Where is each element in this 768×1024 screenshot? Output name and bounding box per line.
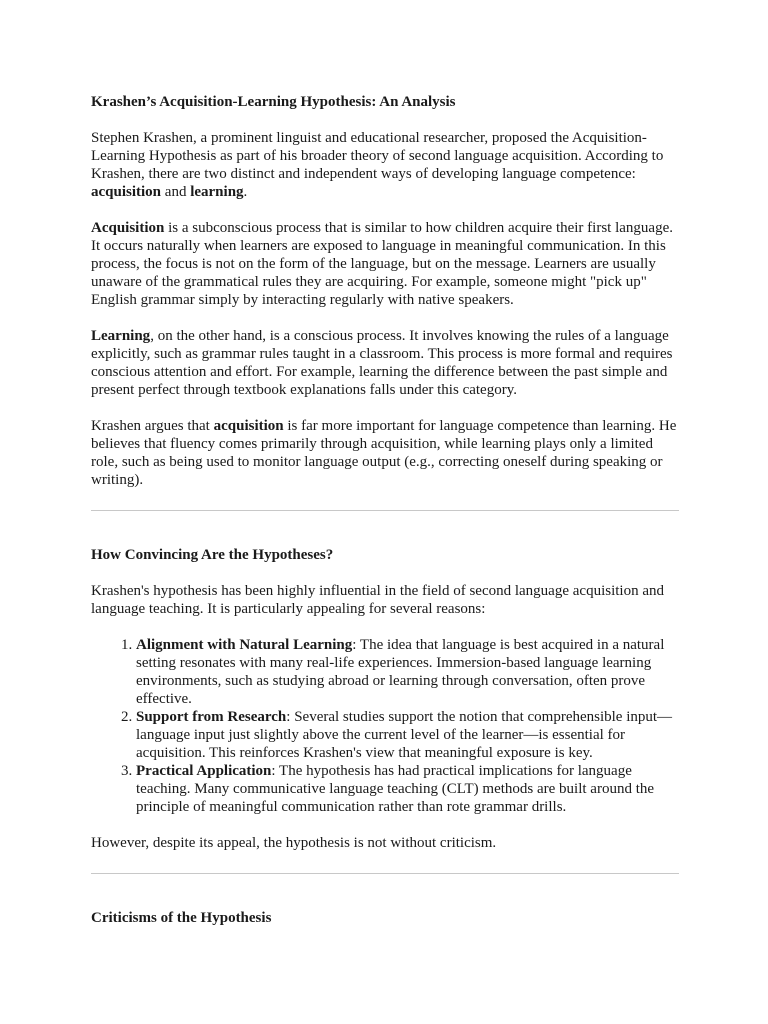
convincing-intro-paragraph: Krashen's hypothesis has been highly influential in the field of second language acquisition and language teaching. It is particularly appealing for several reasons: [91,583,664,617]
acquisition-paragraph [91,219,679,309]
learning-term: Learning [91,328,151,344]
intro-end: . [243,184,248,200]
acquisition-term: Acquisition [91,220,165,236]
list-item [136,708,679,762]
intro-text: Stephen Krashen, a prominent linguist and educational researcher, proposed the Acquisition-Learning Hypothesis as part of his broader theory of second language acquisition. According to Krashen, there are two distinct and independent ways of developing language competence: [91,130,664,182]
section-title-convincing: How Convincing Are the Hypotheses? [91,547,334,563]
learning-text: , on the other hand, is a conscious process. It involves knowing the rules of a language explicitly, such as grammar rules taught in a classroom. This process is more formal and requires conscious attention and effort. For example, learning the difference between the past simple and present perfect through textbook explanations falls under this category. [91,328,673,398]
section-title-criticisms: Criticisms of the Hypothesis [91,910,272,926]
acquisition-text: is a subconscious process that is similar to how children acquire their first language. It occurs naturally when learners are exposed to language in meaningful communication. In this process, the focus is not on the form of the language, but on the message. Learners are usually unaware of the grammatical rules they are acquiring. For example, someone might "pick up" English grammar simply by interacting regularly with native speakers. [91,220,673,308]
reason-text: : The hypothesis has had practical implications for language teaching. Many communicative language teaching (CLT) methods are built around the principle of meaningful communication rather than rote grammar drills. [136,763,655,815]
conclusion-paragraph: However, despite its appeal, the hypothesis is not without criticism. [91,835,497,851]
argument-paragraph [91,417,679,489]
reason-term: Practical Application [136,763,272,779]
reason-text: : The idea that language is best acquired in a natural setting resonates with many real-life experiences. Immersion-based language learning environments, such as studying abroad or learning through conversation, often prove effective. [136,637,665,707]
argument-term: acquisition [213,418,284,434]
list-item [136,762,679,816]
list-item [136,636,679,708]
intro-term-acquisition: acquisition [91,184,162,200]
reason-term: Alignment with Natural Learning [136,637,353,653]
argument-text: is far more important for language competence than learning. He believes that fluency comes primarily through acquisition, while learning plays only a limited role, such as being used to monitor language output (e.g., correcting oneself during speaking or writing). [91,418,677,488]
reason-text: : Several studies support the notion that comprehensible input—language input just slightly above the current level of the learner—is essential for acquisition. This reinforces Krashen's view that meaningful exposure is key. [136,709,673,761]
learning-paragraph [91,327,679,399]
reasons-list [91,636,679,816]
intro-term-learning: learning [190,184,244,200]
intro-and: and [161,184,191,200]
section-title-analysis: Krashen’s Acquisition-Learning Hypothesis: An Analysis [91,94,456,110]
argument-pre: Krashen argues that [91,418,214,434]
intro-paragraph [91,129,679,201]
reason-term: Support from Research [136,709,287,725]
